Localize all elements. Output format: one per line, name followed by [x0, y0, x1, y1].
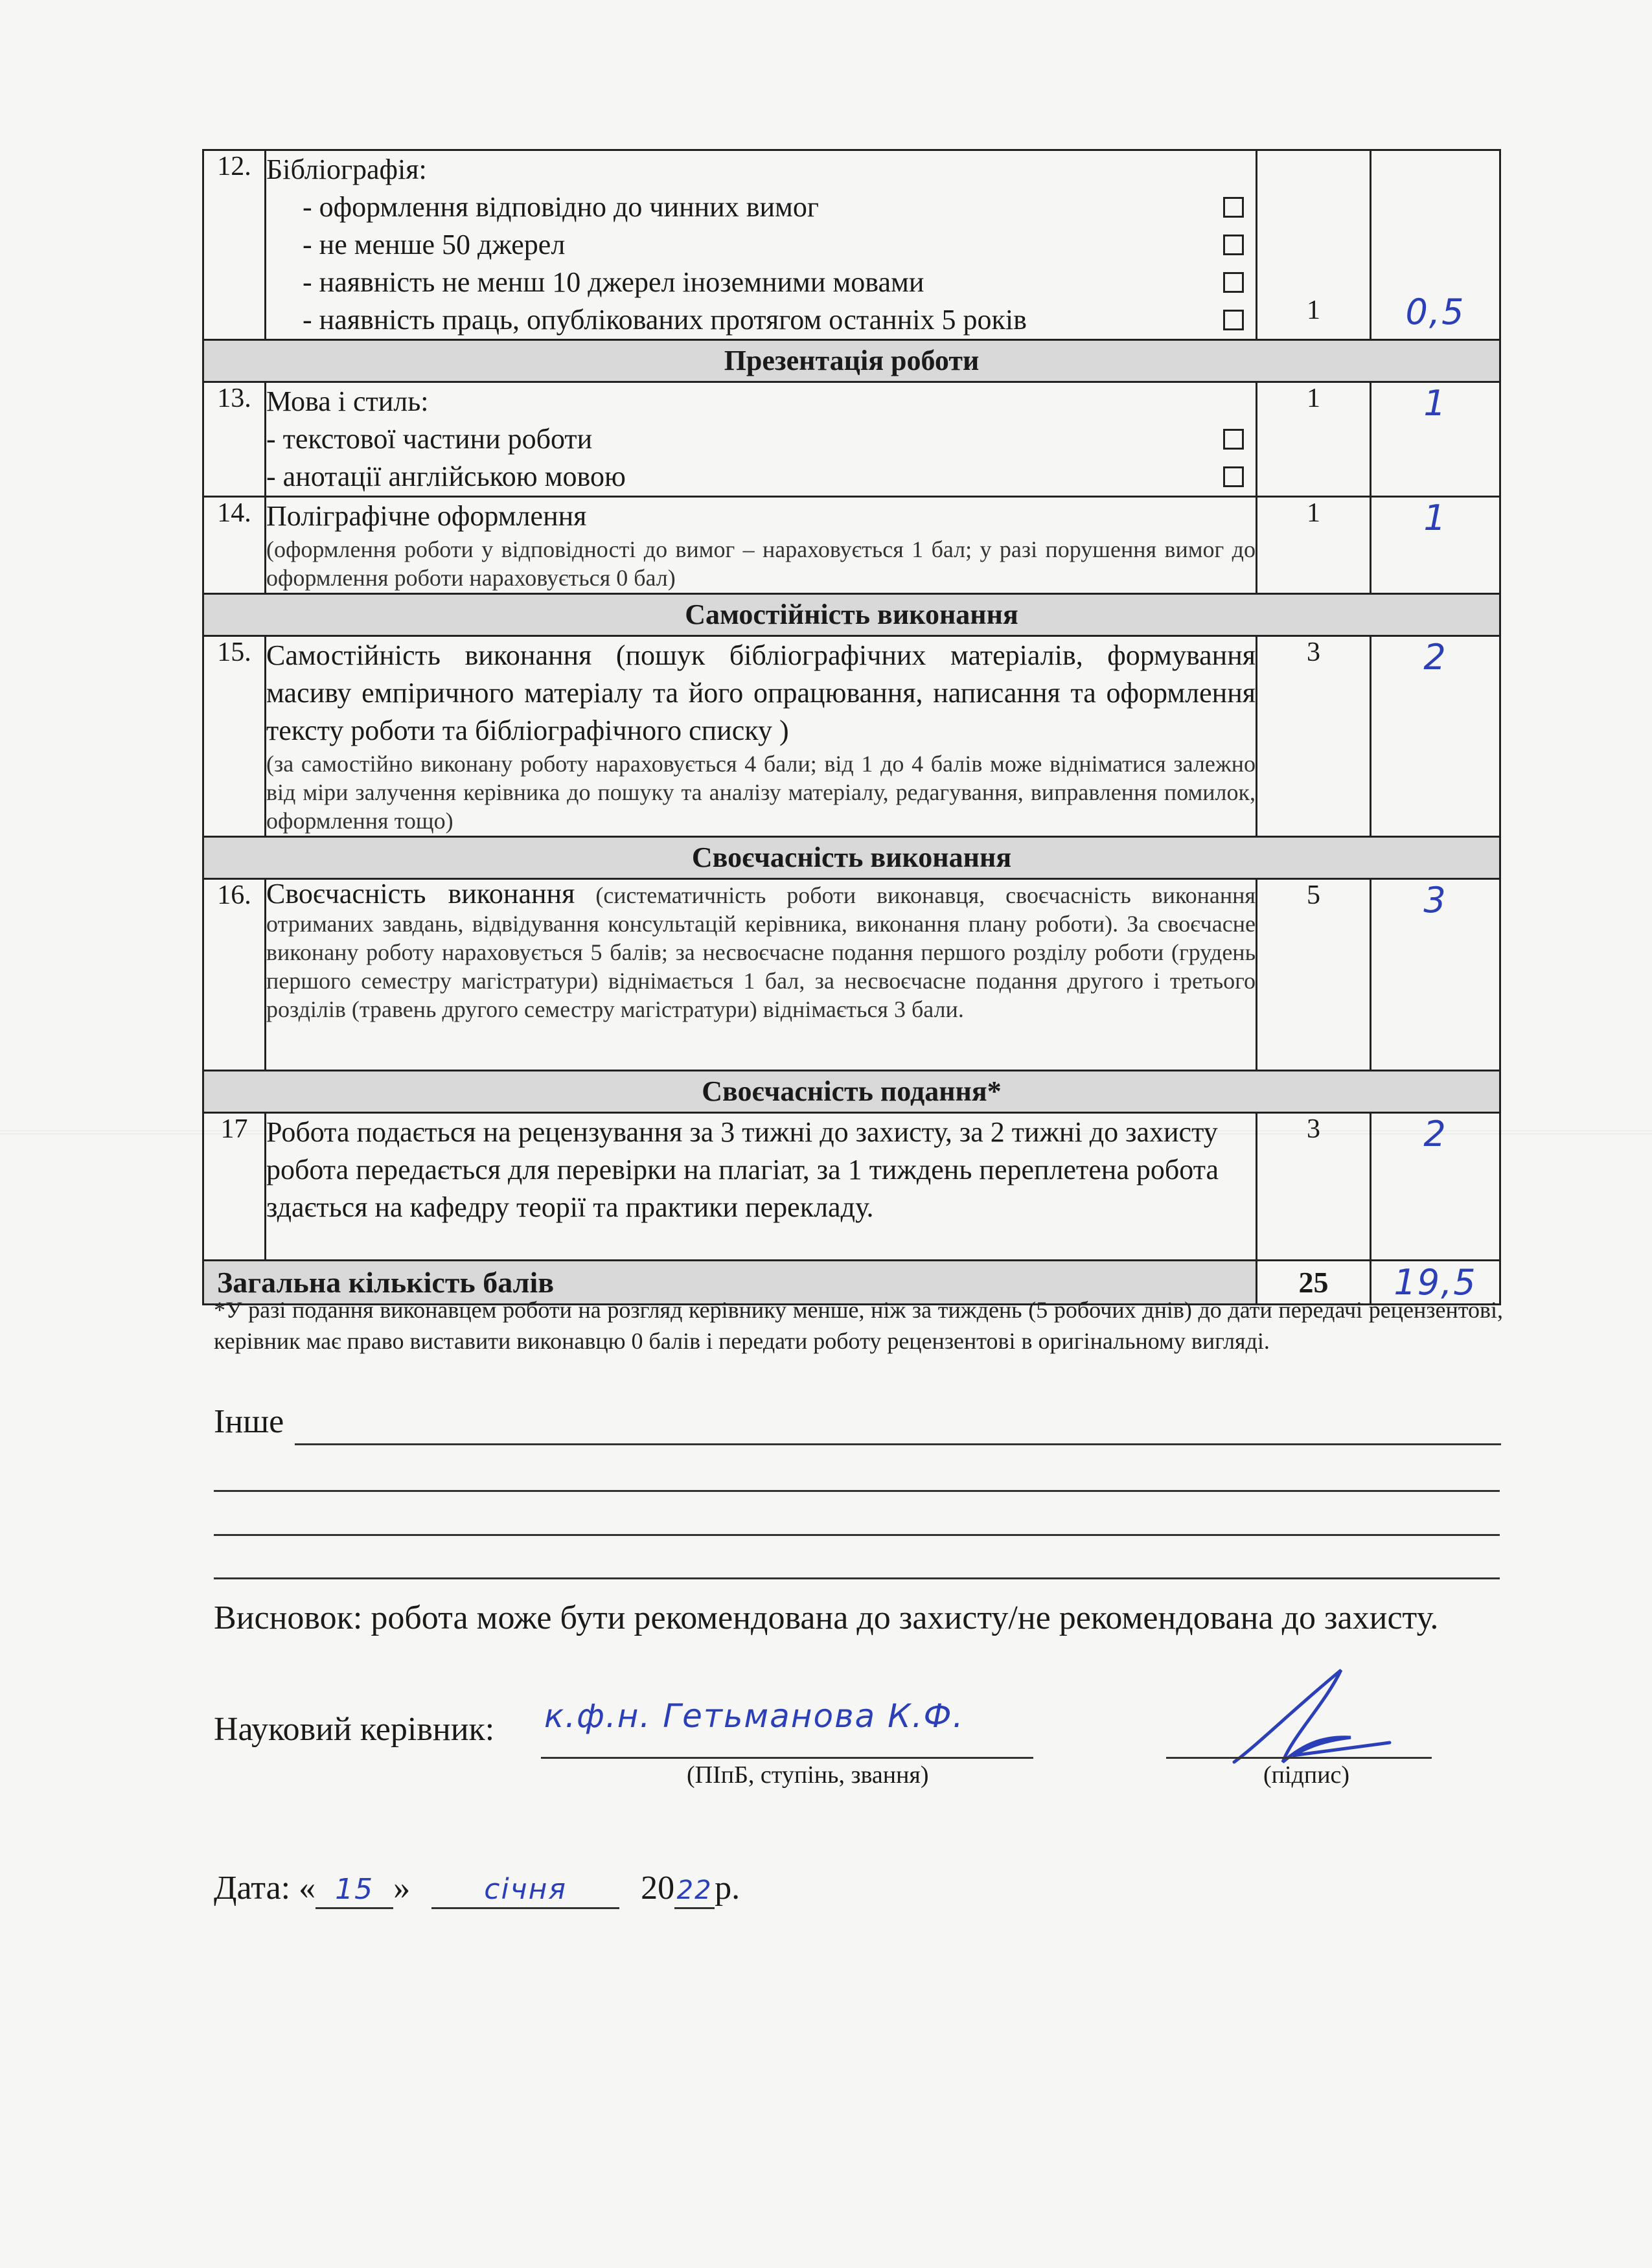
checklist-item: - наявність праць, опублікованих протягом останніх 5 років	[266, 301, 1256, 339]
date-year-end: р.	[715, 1870, 740, 1907]
row-criteria	[266, 879, 1257, 1071]
row-number: 15.	[203, 636, 266, 837]
date-month: січня	[484, 1873, 567, 1906]
criteria-title: Самостійність виконання (пошук бібліографічних матеріалів, формування масиву емпіричного матеріалу та його опрацювання, написання та оформлення тексту роботи та бібліографічного списку )	[266, 639, 1256, 746]
row-number: 13.	[203, 382, 266, 497]
score-cell	[1371, 150, 1500, 340]
checklist-item: - не менше 50 джерел	[266, 226, 1256, 264]
other-label: Інше	[214, 1403, 284, 1440]
other-line[interactable]	[214, 1534, 1500, 1536]
row-number: 14.	[203, 497, 266, 594]
section-title: Своєчасність виконання	[203, 837, 1500, 879]
conclusion: Висновок: робота може бути рекомендована до захисту/не рекомендована до захисту.	[214, 1599, 1439, 1636]
row-criteria	[266, 382, 1257, 497]
table-row	[203, 497, 1500, 594]
max-points: 1	[1257, 382, 1371, 497]
total-label: Загальна кількість балів	[203, 1261, 1257, 1305]
signature-caption: (підпис)	[1263, 1761, 1350, 1789]
total-score: 19,5	[1394, 1262, 1477, 1303]
max-points: 3	[1257, 1113, 1371, 1261]
row-number: 12.	[203, 150, 266, 340]
other-line[interactable]	[214, 1577, 1500, 1579]
criteria-title: Поліграфічне оформлення	[266, 500, 587, 532]
checklist-item: - анотації англійською мовою	[266, 458, 1256, 496]
score-cell	[1371, 497, 1500, 594]
checklist-item: - оформлення відповідно до чинних вимог	[266, 189, 1256, 226]
max-points: 1	[1257, 150, 1371, 340]
handwritten-score: 2	[1423, 1114, 1447, 1154]
section-header-row	[203, 1071, 1500, 1113]
total-max: 25	[1257, 1261, 1371, 1305]
checkbox[interactable]	[1223, 310, 1244, 330]
checkbox[interactable]	[1223, 429, 1244, 450]
row-criteria	[266, 497, 1257, 594]
supervisor-name-field[interactable]	[544, 1697, 964, 1735]
handwritten-score: 2	[1423, 637, 1447, 678]
table-row	[203, 636, 1500, 837]
date-line	[214, 1869, 740, 1909]
section-title: Самостійність виконання	[203, 594, 1500, 636]
supervisor-name-handwritten: к.ф.н. Гетьманова К.Ф.	[544, 1697, 965, 1735]
handwritten-score: 1	[1423, 498, 1447, 538]
max-points: 5	[1257, 879, 1371, 1071]
criteria-title: Мова і стиль:	[266, 385, 429, 417]
date-month-field[interactable]	[431, 1869, 619, 1909]
date-year: 22	[676, 1875, 713, 1905]
checkbox[interactable]	[1223, 272, 1244, 293]
section-header-row	[203, 340, 1500, 382]
row-criteria	[266, 636, 1257, 837]
handwritten-score: 0,5	[1405, 292, 1465, 332]
checkbox[interactable]	[1223, 466, 1244, 487]
row-number: 16.	[203, 879, 266, 1071]
table-row	[203, 1113, 1500, 1261]
score-cell	[1371, 636, 1500, 837]
other-line[interactable]	[214, 1490, 1500, 1492]
max-points: 1	[1257, 497, 1371, 594]
date-close-quote: »	[393, 1870, 411, 1907]
max-points: 3	[1257, 636, 1371, 837]
date-day-field[interactable]	[315, 1869, 393, 1909]
section-title: Своєчасність подання*	[203, 1071, 1500, 1113]
section-header-row	[203, 837, 1500, 879]
handwritten-score: 3	[1423, 880, 1447, 921]
row-number: 17	[203, 1113, 266, 1261]
criteria-note: (оформлення роботи у відповідності до вимог – нараховується 1 бал; у разі порушення вимог до оформлення роботи нараховується 0 бал)	[266, 536, 1256, 591]
date-year-prefix: 20	[641, 1870, 675, 1907]
date-day: 15	[335, 1873, 374, 1906]
checkbox[interactable]	[1223, 197, 1244, 218]
score-cell	[1371, 879, 1500, 1071]
checklist-item: - текстової частини роботи	[266, 420, 1256, 458]
footnote: *У разі подання виконавцем роботи на розгляд керівнику менше, ніж за тиждень (5 робочих днів) до дати передачі рецензентові, керівник має право виставити виконавцю 0 балів і передати роботу рецензентові в оригінальному вигляді.	[214, 1297, 1503, 1354]
supervisor-label: Науковий керівник:	[214, 1711, 495, 1748]
table-row	[203, 382, 1500, 497]
criteria-title: Своєчасність виконання	[266, 878, 575, 910]
handwritten-score: 1	[1423, 383, 1447, 424]
score-cell	[1371, 1113, 1500, 1261]
other-line[interactable]	[295, 1443, 1501, 1445]
score-cell	[1371, 382, 1500, 497]
table-row	[203, 150, 1500, 340]
name-caption: (ПІпБ, ступінь, звання)	[687, 1761, 929, 1789]
row-criteria	[266, 1113, 1257, 1261]
section-title: Презентація роботи	[203, 340, 1500, 382]
criteria-title: Бібліографія:	[266, 154, 427, 185]
table-row	[203, 879, 1500, 1071]
supervisor-name-line	[541, 1757, 1033, 1759]
criteria-title: Робота подається на рецензування за 3 тижні до захисту, за 2 тижні до захисту робота передається для перевірки на плагіат, за 1 тиждень переплетена робота здається на кафедру теорії та практики перекладу.	[266, 1116, 1219, 1223]
evaluation-table	[202, 149, 1501, 1305]
criteria-note: Своєчасність виконання (систематичність роботи виконавця, своєчасність виконання отриманих завдань, відвідування консультацій керівника, виконання плану роботи). За своєчасне виконану роботу нараховується 5 балів; за несвоєчасне подання першого розділу роботи (грудень першого семестру магістратури) віднімається 1 бал, за несвоєчасне подання другого і третього розділів (травень другого семестру магістратури) віднімається 3 бали.	[266, 878, 1256, 1022]
signature-line	[1166, 1757, 1432, 1759]
criteria-note: (за самостійно виконану роботу нараховується 4 бали; від 1 до 4 балів може відніматися залежно від міри залучення керівника до пошуку та аналізу матеріалу, редагування, виправлення помилок, оформлення тощо)	[266, 751, 1256, 834]
checkbox[interactable]	[1223, 235, 1244, 255]
section-header-row	[203, 594, 1500, 636]
row-criteria	[266, 150, 1257, 340]
date-label: Дата: «	[214, 1870, 316, 1907]
checklist-item: - наявність не менш 10 джерел іноземними мовами	[266, 264, 1256, 301]
date-year-field[interactable]	[674, 1869, 715, 1909]
